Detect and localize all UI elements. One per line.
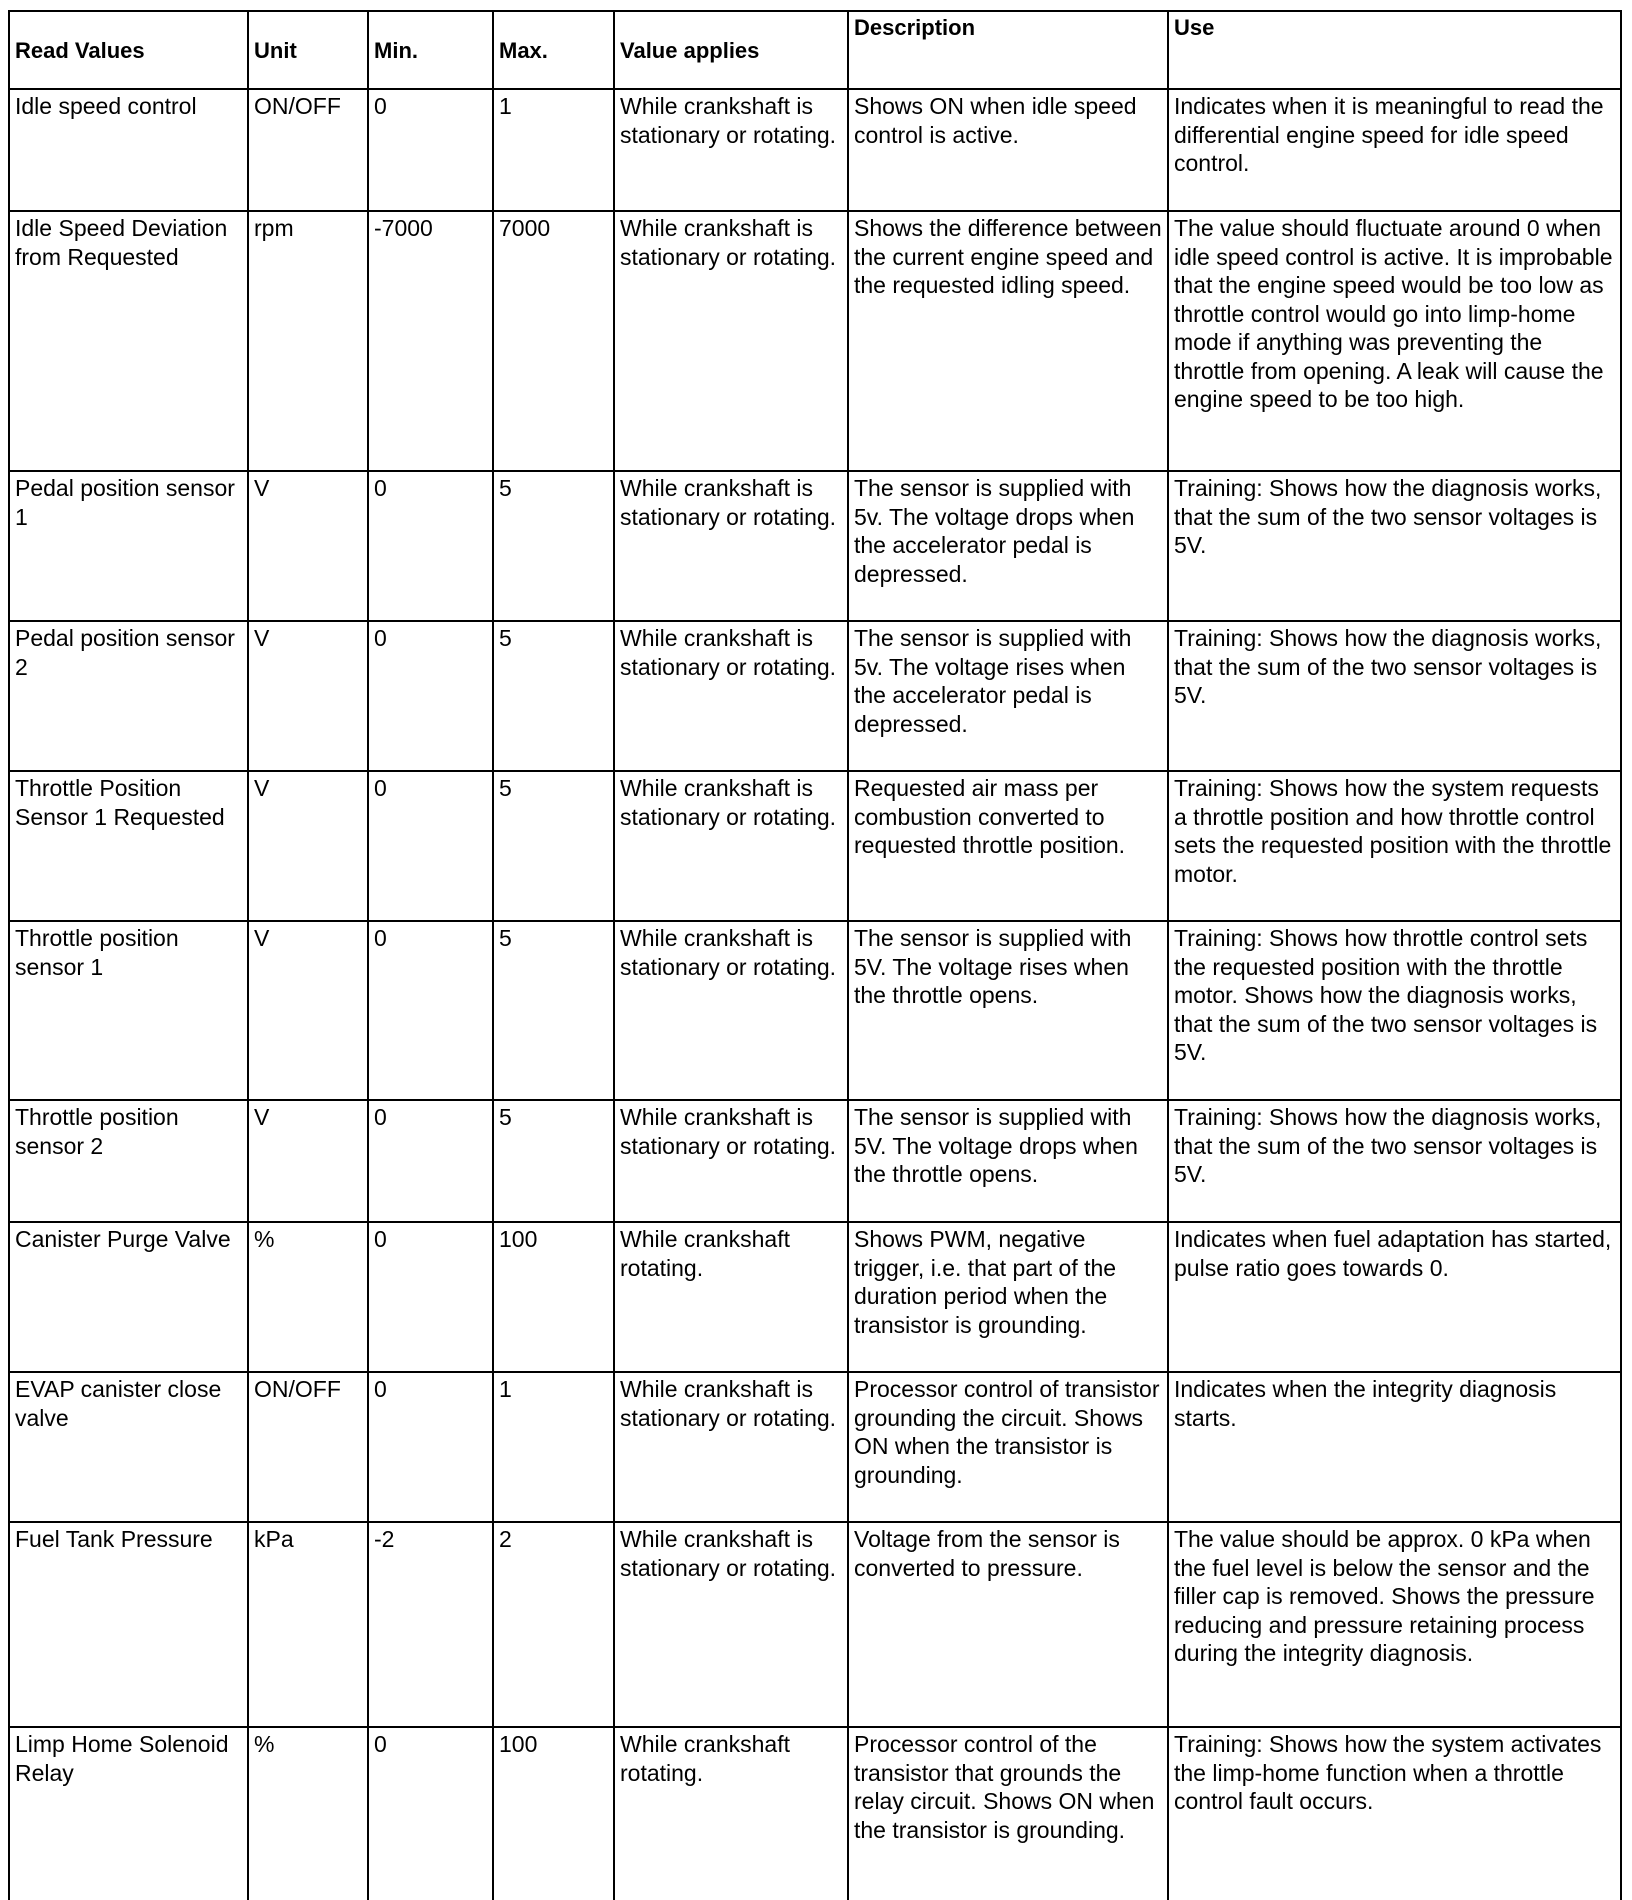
header-row — [9, 11, 1621, 89]
cell-read-value: Idle speed control — [9, 89, 248, 211]
cell-value-applies: While crankshaft rotating. — [614, 1222, 848, 1372]
cell-use: Indicates when fuel adaptation has started, pulse ratio goes towards 0. — [1168, 1222, 1621, 1372]
header-description: Description — [848, 11, 1168, 89]
cell-description: Processor control of transistor grounding the circuit. Shows ON when the transistor is grounding. — [848, 1372, 1168, 1522]
read-values-table — [8, 10, 1622, 1900]
header-min: Min. — [368, 11, 493, 89]
cell-max: 5 — [493, 621, 614, 771]
cell-unit: % — [248, 1222, 368, 1372]
cell-value-applies: While crankshaft is stationary or rotating. — [614, 1100, 848, 1222]
cell-max: 1 — [493, 1372, 614, 1522]
cell-read-value: Throttle position sensor 2 — [9, 1100, 248, 1222]
cell-description: The sensor is supplied with 5V. The voltage drops when the throttle opens. — [848, 1100, 1168, 1222]
header-read-values: Read Values — [9, 11, 248, 89]
cell-read-value: Idle Speed Deviation from Requested — [9, 211, 248, 471]
cell-max: 100 — [493, 1727, 614, 1900]
cell-use: Training: Shows how the diagnosis works, that the sum of the two sensor voltages is 5V. — [1168, 621, 1621, 771]
cell-read-value: Canister Purge Valve — [9, 1222, 248, 1372]
table-row — [9, 1522, 1621, 1727]
cell-read-value: Limp Home Solenoid Relay — [9, 1727, 248, 1900]
cell-description: The sensor is supplied with 5V. The voltage rises when the throttle opens. — [848, 921, 1168, 1100]
cell-max: 7000 — [493, 211, 614, 471]
cell-value-applies: While crankshaft is stationary or rotating. — [614, 211, 848, 471]
cell-unit: rpm — [248, 211, 368, 471]
cell-unit: V — [248, 921, 368, 1100]
cell-value-applies: While crankshaft is stationary or rotating. — [614, 1372, 848, 1522]
cell-unit: kPa — [248, 1522, 368, 1727]
header-unit: Unit — [248, 11, 368, 89]
cell-max: 1 — [493, 89, 614, 211]
cell-use: Training: Shows how the diagnosis works, that the sum of the two sensor voltages is 5V. — [1168, 1100, 1621, 1222]
table-row — [9, 921, 1621, 1100]
cell-value-applies: While crankshaft rotating. — [614, 1727, 848, 1900]
cell-value-applies: While crankshaft is stationary or rotating. — [614, 771, 848, 921]
cell-max: 5 — [493, 921, 614, 1100]
cell-min: 0 — [368, 921, 493, 1100]
cell-value-applies: While crankshaft is stationary or rotating. — [614, 1522, 848, 1727]
cell-description: Shows PWM, negative trigger, i.e. that part of the duration period when the transistor is grounding. — [848, 1222, 1168, 1372]
cell-value-applies: While crankshaft is stationary or rotating. — [614, 471, 848, 621]
cell-description: The sensor is supplied with 5v. The voltage drops when the accelerator pedal is depressed. — [848, 471, 1168, 621]
cell-value-applies: While crankshaft is stationary or rotating. — [614, 921, 848, 1100]
cell-description: Requested air mass per combustion converted to requested throttle position. — [848, 771, 1168, 921]
cell-read-value: Pedal position sensor 1 — [9, 471, 248, 621]
cell-max: 5 — [493, 771, 614, 921]
cell-unit: V — [248, 1100, 368, 1222]
cell-min: 0 — [368, 621, 493, 771]
cell-description: The sensor is supplied with 5v. The voltage rises when the accelerator pedal is depressed. — [848, 621, 1168, 771]
cell-use: Training: Shows how the system activates the limp-home function when a throttle control fault occurs. — [1168, 1727, 1621, 1900]
cell-use: Training: Shows how the diagnosis works, that the sum of the two sensor voltages is 5V. — [1168, 471, 1621, 621]
header-value-applies: Value applies — [614, 11, 848, 89]
cell-unit: V — [248, 621, 368, 771]
cell-unit: % — [248, 1727, 368, 1900]
cell-min: -7000 — [368, 211, 493, 471]
table-row — [9, 1372, 1621, 1522]
cell-min: -2 — [368, 1522, 493, 1727]
cell-use: Training: Shows how the system requests a throttle position and how throttle control sets the requested position with the throttle motor. — [1168, 771, 1621, 921]
table-row — [9, 1727, 1621, 1900]
cell-description: Shows ON when idle speed control is active. — [848, 89, 1168, 211]
cell-min: 0 — [368, 471, 493, 621]
cell-use: The value should be approx. 0 kPa when the fuel level is below the sensor and the filler cap is removed. Shows the pressure reducing and pressure retaining process during the integrity diagnosis. — [1168, 1522, 1621, 1727]
cell-use: Indicates when the integrity diagnosis starts. — [1168, 1372, 1621, 1522]
table-row — [9, 1222, 1621, 1372]
cell-max: 100 — [493, 1222, 614, 1372]
cell-use: Indicates when it is meaningful to read the differential engine speed for idle speed control. — [1168, 89, 1621, 211]
cell-description: Processor control of the transistor that grounds the relay circuit. Shows ON when the transistor is grounding. — [848, 1727, 1168, 1900]
cell-unit: V — [248, 771, 368, 921]
cell-description: Voltage from the sensor is converted to pressure. — [848, 1522, 1168, 1727]
cell-max: 5 — [493, 1100, 614, 1222]
cell-use: The value should fluctuate around 0 when idle speed control is active. It is improbable that the engine speed would be too low as throttle control would go into limp-home mode if anything was preventing the throttle from opening. A leak will cause the engine speed to be too high. — [1168, 211, 1621, 471]
cell-use: Training: Shows how throttle control sets the requested position with the throttle motor. Shows how the diagnosis works, that the sum of the two sensor voltages is 5V. — [1168, 921, 1621, 1100]
cell-read-value: Throttle position sensor 1 — [9, 921, 248, 1100]
cell-read-value: Throttle Position Sensor 1 Requested — [9, 771, 248, 921]
cell-min: 0 — [368, 1727, 493, 1900]
table-row — [9, 1100, 1621, 1222]
header-max: Max. — [493, 11, 614, 89]
table-row — [9, 771, 1621, 921]
cell-read-value: Fuel Tank Pressure — [9, 1522, 248, 1727]
table-row — [9, 211, 1621, 471]
cell-unit: V — [248, 471, 368, 621]
cell-min: 0 — [368, 1372, 493, 1522]
cell-read-value: EVAP canister close valve — [9, 1372, 248, 1522]
cell-unit: ON/OFF — [248, 1372, 368, 1522]
table-row — [9, 471, 1621, 621]
table-row — [9, 89, 1621, 211]
cell-min: 0 — [368, 1100, 493, 1222]
cell-min: 0 — [368, 89, 493, 211]
cell-min: 0 — [368, 1222, 493, 1372]
table-row — [9, 621, 1621, 771]
cell-description: Shows the difference between the current engine speed and the requested idling speed. — [848, 211, 1168, 471]
cell-max: 5 — [493, 471, 614, 621]
cell-read-value: Pedal position sensor 2 — [9, 621, 248, 771]
cell-value-applies: While crankshaft is stationary or rotating. — [614, 621, 848, 771]
cell-min: 0 — [368, 771, 493, 921]
header-use: Use — [1168, 11, 1621, 89]
cell-max: 2 — [493, 1522, 614, 1727]
cell-value-applies: While crankshaft is stationary or rotating. — [614, 89, 848, 211]
cell-unit: ON/OFF — [248, 89, 368, 211]
